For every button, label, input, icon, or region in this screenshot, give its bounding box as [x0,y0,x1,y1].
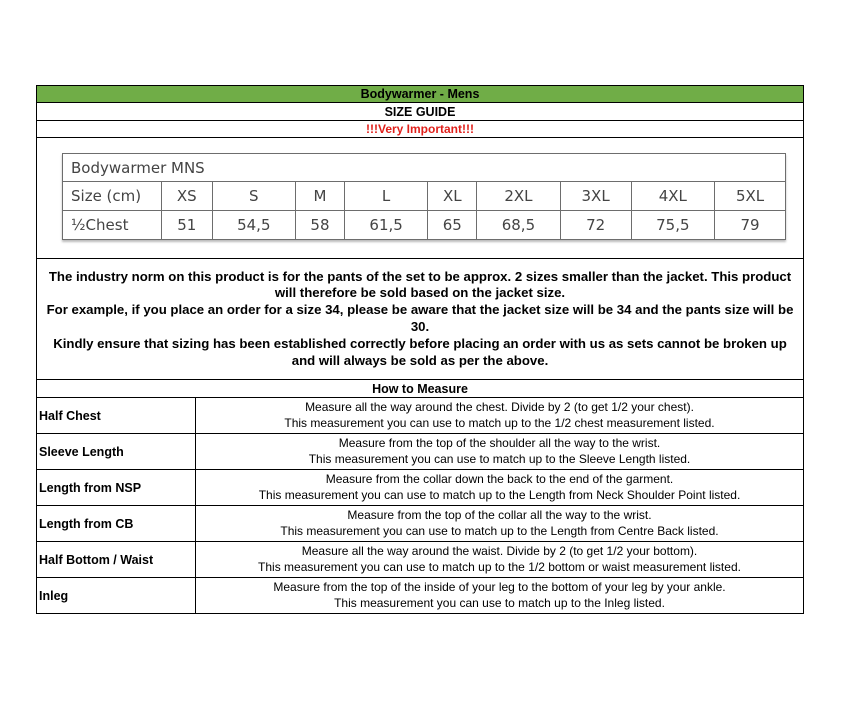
size-chart-table [62,153,786,240]
chest-cell: 54,5 [212,211,296,240]
measure-line-1: Measure all the way around the chest. Divide by 2 (to get 1/2 your chest). [305,400,694,414]
measure-row-length-nsp [36,470,804,506]
measure-line-2: This measurement you can use to match up to the Sleeve Length listed. [308,451,691,466]
measure-row-half-bottom-waist [36,542,804,578]
measure-line-2: This measurement you can use to match up to the 1/2 bottom or waist measurement listed. [258,559,741,574]
size-row-label: Size (cm) [63,182,162,211]
measure-description [196,398,803,433]
measure-description [196,434,803,469]
chest-cell: 61,5 [344,211,428,240]
size-cell: XL [428,182,477,211]
size-chart-caption: Bodywarmer MNS [63,154,786,182]
measure-row-inleg [36,578,804,614]
note-line-1: The industry norm on this product is for the pants of the set to be approx. 2 sizes smaller than the jacket. This product will therefore be sold based on the jacket size. [48,268,792,301]
guide-subtitle: SIZE GUIDE [36,103,804,121]
size-cell: L [344,182,428,211]
measure-description [196,542,803,577]
size-cell: 5XL [715,182,786,211]
measure-row-half-chest [36,398,804,434]
sizing-note [36,259,804,380]
chest-row [63,211,786,240]
guide-title: Bodywarmer - Mens [36,85,804,103]
measure-label: Length from NSP [37,470,196,505]
note-line-2: For example, if you place an order for a size 34, please be aware that the jacket size will be 34 and the pants size will be 30. [46,302,794,334]
measure-line-1: Measure all the way around the waist. Divide by 2 (to get 1/2 your bottom). [301,544,698,558]
measure-line-1: Measure from the top of the collar all the way to the wrist. [347,508,652,522]
measure-description [196,470,803,505]
size-cell: S [212,182,296,211]
measure-description [196,506,803,541]
chest-cell: 72 [560,211,631,240]
measure-line-2: This measurement you can use to match up to the Length from Neck Shoulder Point listed. [258,487,741,502]
measure-row-length-cb [36,506,804,542]
measure-description [196,578,803,613]
chest-cell: 65 [428,211,477,240]
size-cell: M [296,182,345,211]
measure-label: Half Chest [37,398,196,433]
size-cell: 2XL [477,182,561,211]
size-guide-sheet [36,85,804,614]
important-notice: !!!Very Important!!! [36,121,804,138]
measure-label: Inleg [37,578,196,613]
chest-cell: 68,5 [477,211,561,240]
size-chart-image [36,138,804,259]
chest-cell: 79 [715,211,786,240]
how-to-measure-title: How to Measure [36,380,804,398]
measure-line-2: This measurement you can use to match up to the 1/2 chest measurement listed. [284,415,715,430]
chest-cell: 75,5 [631,211,715,240]
measure-line-1: Measure from the collar down the back to the end of the garment. [325,472,674,486]
measure-label: Half Bottom / Waist [37,542,196,577]
size-cell: 4XL [631,182,715,211]
measure-line-2: This measurement you can use to match up to the Inleg listed. [334,595,665,610]
chest-cell: 51 [162,211,213,240]
measure-label: Length from CB [37,506,196,541]
measure-row-sleeve-length [36,434,804,470]
chest-row-label: ½Chest [63,211,162,240]
measure-label: Sleeve Length [37,434,196,469]
size-row [63,182,786,211]
size-cell: XS [162,182,213,211]
note-line-3: Kindly ensure that sizing has been established correctly before placing an order with us as sets cannot be broken up and will always be sold as per the above. [53,335,787,368]
chest-cell: 58 [296,211,345,240]
measure-line-1: Measure from the top of the shoulder all the way to the wrist. [338,436,661,450]
measure-line-1: Measure from the top of the inside of your leg to the bottom of your leg by your ankle. [273,580,726,594]
measure-line-2: This measurement you can use to match up to the Length from Centre Back listed. [280,523,719,538]
size-cell: 3XL [560,182,631,211]
